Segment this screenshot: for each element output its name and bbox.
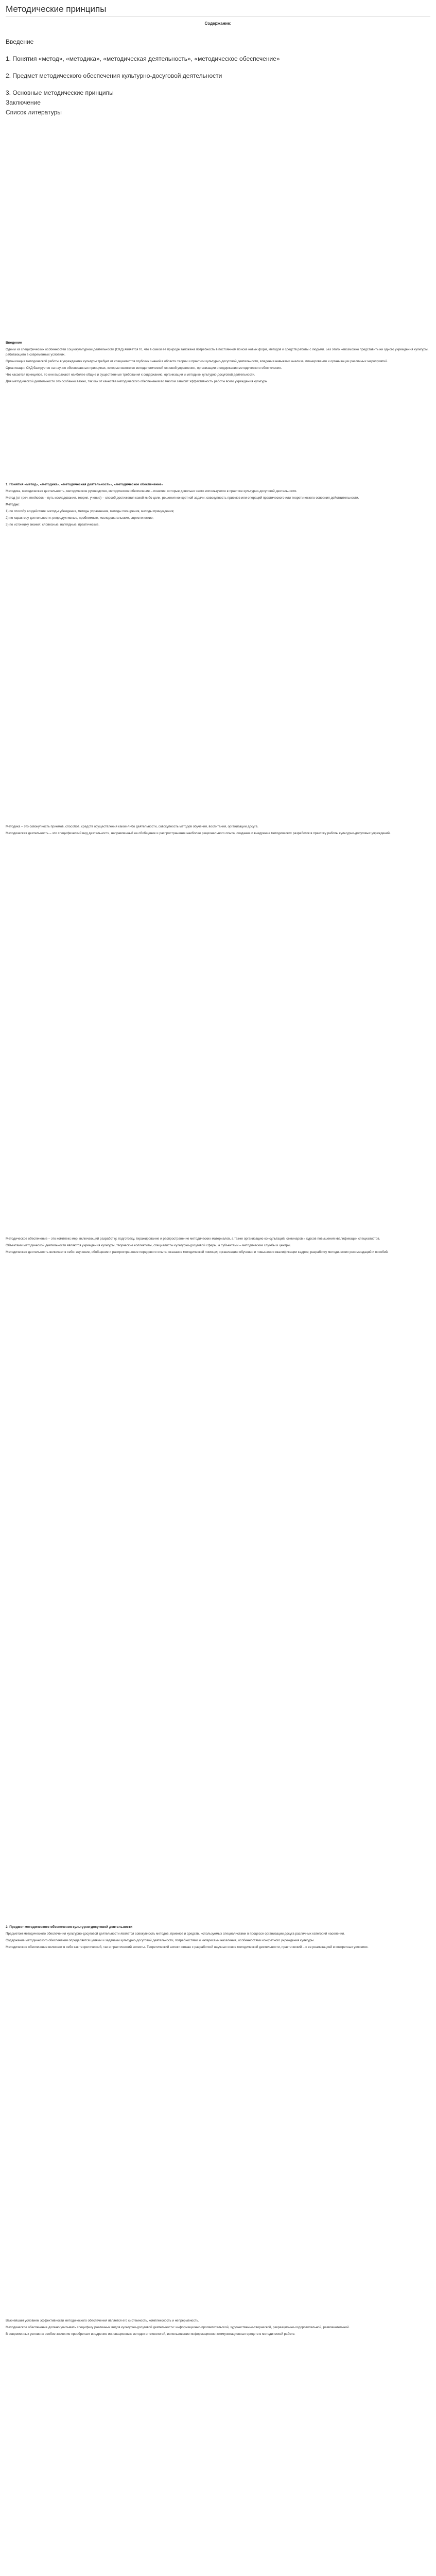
paragraph: Важнейшим условием эффективности методического обеспечения является его системность, комплексность и непрерывность. [6, 2319, 199, 2323]
paragraph: Для методической деятельности это особенно важно, так как от качества методического обеспечения во многом зависит эффективность работы всего учреждения культуры. [6, 380, 269, 383]
paragraph: Методика – это совокупность приемов, способов, средств осуществления какой-либо деятельности, совокупность методов обучения, воспитания, организации досуга. [6, 825, 258, 828]
section-2-cont [6, 2318, 430, 2338]
section-1 [6, 479, 430, 529]
intro-section [6, 337, 430, 386]
paragraph: Организация СКД базируется на научно обоснованных принципах, которые являются методологической основой управления, организации и содержания методического обеспечения. [6, 366, 282, 370]
toc-item-intro[interactable]: Введение [6, 38, 34, 45]
page [0, 4, 436, 117]
paragraph: Содержание методического обеспечения определяется целями и задачами культурно-досуговой деятельности, потребностями и интересами населения, особенностями конкретного учреждения культуры. [6, 1939, 315, 1942]
paragraph: 3) по источнику знаний: словесные, наглядные, практические. [6, 523, 100, 527]
paragraph: 2) по характеру деятельности: репродуктивные, проблемные, исследовательские, эвристические; [6, 516, 154, 520]
paragraph: Метод (от греч. methodos – путь исследования, теория, учение) – способ достижения какой-либо цели, решения конкретной задачи; совокупность приемов или операций практического или теоретического освоения действительности. [6, 496, 359, 500]
toc-item-conclusion[interactable]: Заключение [6, 99, 41, 106]
section-1-cont [6, 824, 430, 838]
paragraph: Организация методической работы в учреждениях культуры требует от специалистов глубоких знаний в области теории и практики культурно-досуговой деятельности, владения навыками анализа, планирования и организации различных мероприятий. [6, 360, 388, 363]
paragraph: Методы: [6, 503, 20, 506]
paragraph: Методическое обеспечение – это комплекс мер, включающий разработку, подготовку, тиражирование и распространение методических материалов, а также организацию консультаций, семинаров и курсов повышения квалификации специалистов. [6, 1237, 380, 1241]
section-2-heading: 2. Предмет методического обеспечения культурно-досуговой деятельности [6, 1925, 133, 1929]
paragraph: Методика, методическая деятельность, методическое руководство, методическое обеспечение – понятия, которые довольно часто используются в практике культурно-досуговой деятельности. [6, 489, 298, 493]
section-1-heading: 1. Понятия «метод», «методика», «методическая деятельность», «методическое обеспечение» [6, 483, 164, 486]
paragraph: В современных условиях особое значение приобретает внедрение инновационных методик и технологий, использование информационно-коммуникационных средств в методической работе. [6, 2332, 295, 2336]
paragraph: Методическая деятельность включает в себя: изучение, обобщение и распространение передового опыта; оказание методической помощи; организацию обучения и повышения квалификации кадров; разработку методических рекомендаций и пособий. [6, 1250, 389, 1254]
toc-item-3[interactable]: 3. Основные методические принципы [6, 89, 114, 96]
paragraph: Предметом методического обеспечения культурно-досуговой деятельности является совокупность методов, приемов и средств, используемых специалистами в процессе организации досуга различных категорий населения. [6, 1932, 345, 1936]
section-2 [6, 1922, 430, 1952]
paragraph: Методическая деятельность – это специфический вид деятельности, направленный на обобщение и распространение наиболее рационального опыта, создание и внедрение методических разработок в практику работы культурно-досуговых учреждений. [6, 832, 391, 835]
paragraph: Объектами методической деятельности являются учреждения культуры, творческие коллективы, специалисты культурно-досуговой сферы, а субъектами – методические службы и центры. [6, 1244, 291, 1247]
toc-item-1[interactable]: 1. Понятия «метод», «методика», «методическая деятельность», «методическое обеспечение» [6, 55, 280, 62]
toc-item-2[interactable]: 2. Предмет методического обеспечения культурно-досуговой деятельности [6, 72, 222, 79]
toc-heading: Содержание: [204, 21, 232, 26]
page-title: Методические принципы [6, 4, 430, 17]
toc-item-references[interactable]: Список литературы [6, 109, 62, 116]
paragraph: Что касается принципов, то они выражают наиболее общие и существенные требования к содержанию, организации и методике культурно-досуговой деятельности. [6, 373, 255, 377]
section-1-cont2 [6, 1236, 430, 1257]
paragraph: Методическое обеспечение должно учитывать специфику различных видов культурно-досуговой деятельности: информационно-просветительской, художественно-творческой, рекреационно-оздоровительной, развлекательной. [6, 2326, 350, 2329]
paragraph: 1) по способу воздействия: методы убеждения, методы упражнения, методы поощрения, методы принуждения; [6, 510, 175, 513]
paragraph: Одним из специфических особенностей социокультурной деятельности (СКД) является то, что в самой ее природе заложена потребность в постоянном поиске новых форм, методов и средств работы с людьми. Без этого невозможно представить ни одного учреждения культуры, работающего в современных условиях. [6, 348, 429, 357]
intro-heading: Введение [6, 341, 22, 345]
paragraph: Методическое обеспечение включает в себя как теоретический, так и практический аспекты. Теоретический аспект связан с разработкой научных основ методической деятельности, практический – с ее реализацией в конкретных условиях. [6, 1945, 369, 1949]
toc [6, 37, 430, 117]
